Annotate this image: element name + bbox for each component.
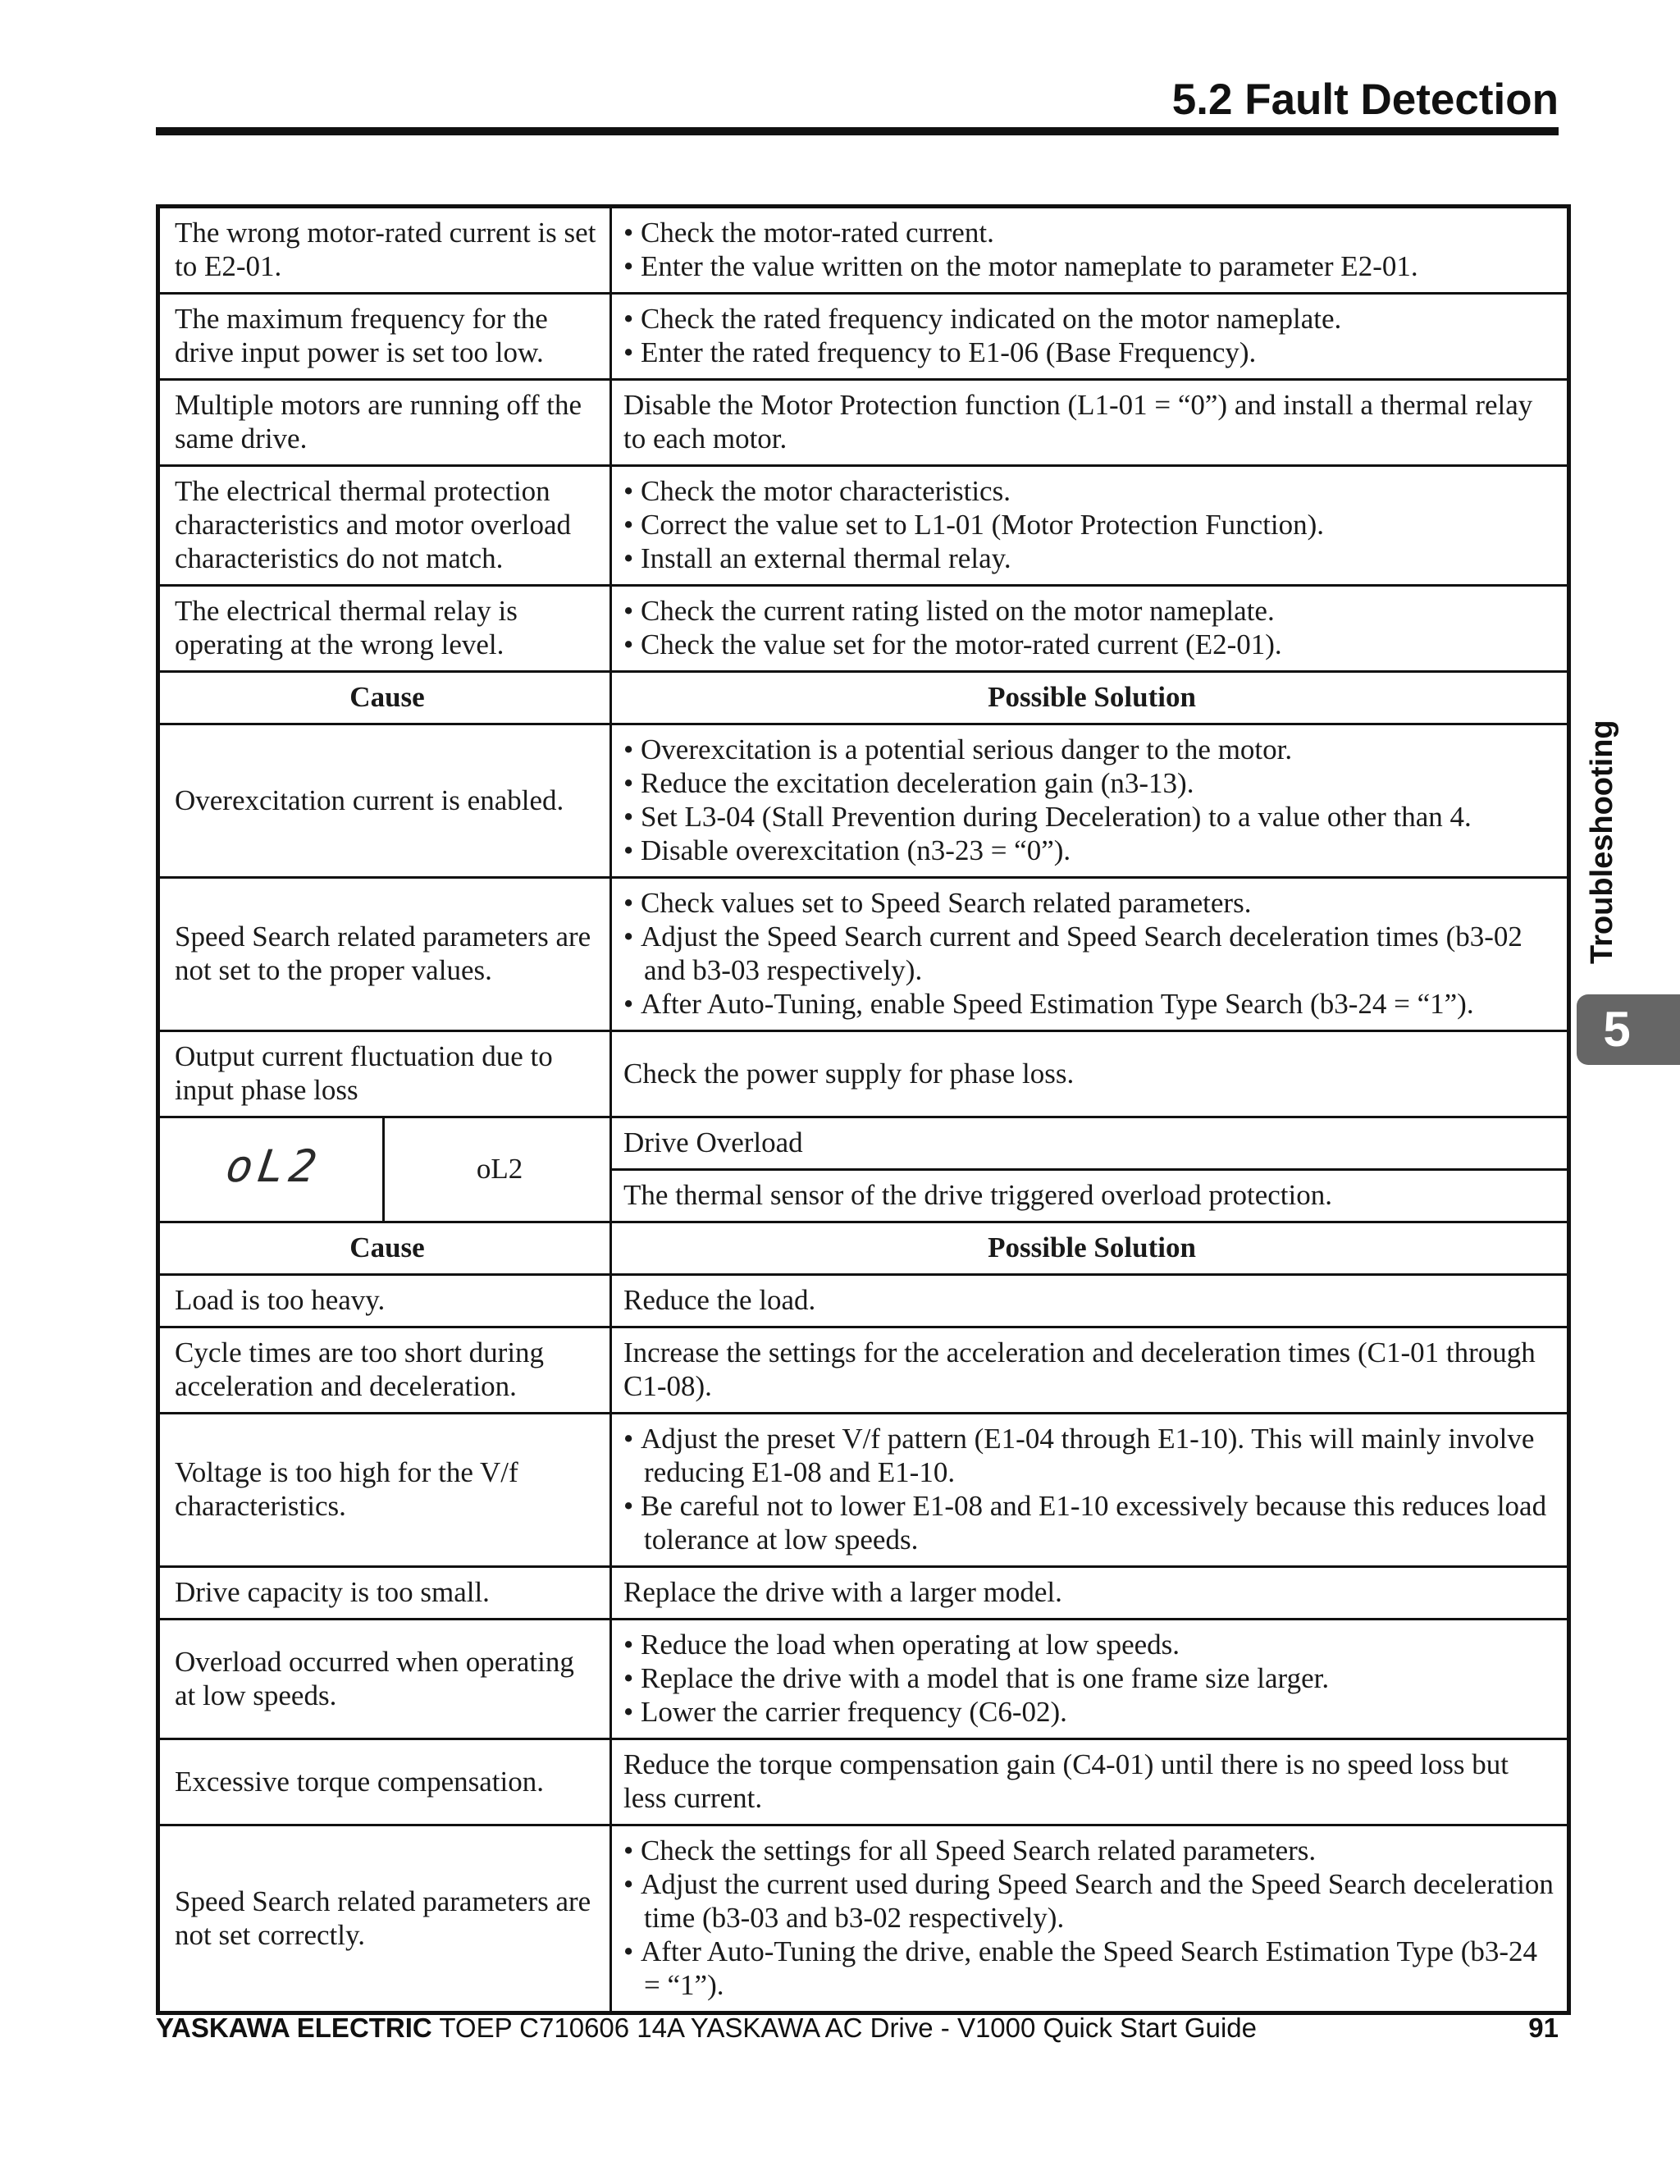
solution-item: • Overexcitation is a potential serious danger to the motor. — [623, 733, 1557, 766]
solution-list — [623, 886, 1557, 1021]
cause-cell: Overexcitation current is enabled. — [158, 724, 611, 878]
solution-cell: Reduce the torque compensation gain (C4-01) until there is no speed loss but less current. — [611, 1739, 1569, 1825]
solution-item: • Install an external thermal relay. — [623, 541, 1557, 575]
table-row — [158, 294, 1569, 380]
solution-item: • Check the value set for the motor-rated current (E2-01). — [623, 628, 1557, 661]
footer — [156, 2012, 1257, 2045]
solution-item: • Adjust the preset V/f pattern (E1-04 through E1-10). This will mainly involve reducing E1-08 and E1-10. — [623, 1422, 1557, 1489]
table-row — [158, 1739, 1569, 1825]
solution-cell — [611, 1825, 1569, 2013]
cause-cell: Multiple motors are running off the same drive. — [158, 380, 611, 466]
solution-cell — [611, 1620, 1569, 1739]
cause-cell: Speed Search related parameters are not set correctly. — [158, 1825, 611, 2013]
solution-item: • Enter the rated frequency to E1-06 (Base Frequency). — [623, 336, 1557, 369]
table-section-mid — [158, 724, 1569, 1117]
page-number: 91 — [1528, 2013, 1559, 2043]
solution-cell — [611, 294, 1569, 380]
fault-code: oL2 — [384, 1117, 611, 1222]
table-header-1 — [158, 672, 1569, 724]
cause-cell: Cycle times are too short during acceleration and deceleration. — [158, 1327, 611, 1414]
solution-list — [623, 302, 1557, 369]
table-header-2 — [158, 1222, 1569, 1275]
solution-item: • Check the settings for all Speed Search related parameters. — [623, 1834, 1557, 1867]
cause-cell: The electrical thermal relay is operating at the wrong level. — [158, 586, 611, 672]
seven-segment-display: oL2 — [222, 1140, 325, 1192]
solution-cell: Disable the Motor Protection function (L1-01 = “0”) and install a thermal relay to each motor. — [611, 380, 1569, 466]
section-title: 5.2 Fault Detection — [1171, 75, 1559, 124]
solution-item: • Check the rated frequency indicated on the motor nameplate. — [623, 302, 1557, 336]
fault-description: The thermal sensor of the drive triggered overload protection. — [611, 1170, 1569, 1222]
solution-cell: Check the power supply for phase loss. — [611, 1031, 1569, 1117]
table-row — [158, 1327, 1569, 1414]
table-row — [158, 466, 1569, 586]
solution-list — [623, 1628, 1557, 1729]
solution-item: • Adjust the Speed Search current and Speed Search deceleration times (b3-02 and b3-03 respectively). — [623, 920, 1557, 987]
table-row — [158, 1825, 1569, 2013]
solution-item: • Correct the value set to L1-01 (Motor Protection Function). — [623, 508, 1557, 541]
table-row — [158, 207, 1569, 294]
solution-cell: Increase the settings for the acceleration and deceleration times (C1-01 through C1-08). — [611, 1327, 1569, 1414]
solution-header: Possible Solution — [611, 672, 1569, 724]
cause-cell: Overload occurred when operating at low speeds. — [158, 1620, 611, 1739]
table-row — [158, 1567, 1569, 1620]
solution-item: • Enter the value written on the motor nameplate to parameter E2-01. — [623, 249, 1557, 283]
cause-cell: The maximum frequency for the drive input power is set too low. — [158, 294, 611, 380]
solution-list — [623, 1422, 1557, 1556]
cause-cell: The wrong motor-rated current is set to E2-01. — [158, 207, 611, 294]
header-rule — [156, 127, 1559, 135]
table-row — [158, 1414, 1569, 1567]
table-section-top — [158, 207, 1569, 672]
footer-doc: TOEP C710606 14A YASKAWA AC Drive - V1000 Quick Start Guide — [431, 2013, 1257, 2043]
cause-cell: Speed Search related parameters are not set to the proper values. — [158, 878, 611, 1031]
chapter-tab: 5 — [1577, 994, 1680, 1065]
solution-cell: Reduce the load. — [611, 1275, 1569, 1327]
solution-item: • After Auto-Tuning the drive, enable the Speed Search Estimation Type (b3-24 = “1”). — [623, 1935, 1557, 2002]
solution-item: • Replace the drive with a model that is one frame size larger. — [623, 1661, 1557, 1695]
solution-item: • Check values set to Speed Search related parameters. — [623, 886, 1557, 920]
cause-header: Cause — [158, 1222, 611, 1275]
solution-cell — [611, 466, 1569, 586]
cause-cell: Drive capacity is too small. — [158, 1567, 611, 1620]
cause-header: Cause — [158, 672, 611, 724]
table-row — [158, 586, 1569, 672]
solution-item: • Set L3-04 (Stall Prevention during Deceleration) to a value other than 4. — [623, 800, 1557, 834]
solution-item: • Lower the carrier frequency (C6-02). — [623, 1695, 1557, 1729]
solution-item: • Disable overexcitation (n3-23 = “0”). — [623, 834, 1557, 867]
fault-display-cell — [158, 1117, 384, 1222]
table-row — [158, 1620, 1569, 1739]
solution-header: Possible Solution — [611, 1222, 1569, 1275]
fault-row — [158, 1117, 1569, 1222]
table-row — [158, 1031, 1569, 1117]
solution-cell — [611, 878, 1569, 1031]
solution-item: • Adjust the current used during Speed Search and the Speed Search deceleration time (b3-03 and b3-02 respectively). — [623, 1867, 1557, 1935]
table-row — [158, 724, 1569, 878]
fault-name: Drive Overload — [611, 1117, 1569, 1170]
solution-cell — [611, 586, 1569, 672]
fault-table — [156, 204, 1571, 2015]
solution-cell — [611, 724, 1569, 878]
solution-cell — [611, 1414, 1569, 1567]
cause-cell: Output current fluctuation due to input phase loss — [158, 1031, 611, 1117]
solution-item: • After Auto-Tuning, enable Speed Estimation Type Search (b3-24 = “1”). — [623, 987, 1557, 1021]
table-row — [158, 380, 1569, 466]
table-row — [158, 878, 1569, 1031]
solution-item: • Check the motor-rated current. — [623, 216, 1557, 249]
cause-cell: Excessive torque compensation. — [158, 1739, 611, 1825]
side-tab-label: Troubleshooting — [1585, 720, 1619, 964]
cause-cell: The electrical thermal protection characteristics and motor overload characteristics do not match. — [158, 466, 611, 586]
footer-brand: YASKAWA ELECTRIC — [156, 2013, 432, 2043]
cause-cell: Voltage is too high for the V/f characteristics. — [158, 1414, 611, 1567]
cause-cell: Load is too heavy. — [158, 1275, 611, 1327]
solution-item: • Check the motor characteristics. — [623, 474, 1557, 508]
solution-list — [623, 474, 1557, 575]
solution-cell: Replace the drive with a larger model. — [611, 1567, 1569, 1620]
solution-list — [623, 594, 1557, 661]
solution-list — [623, 733, 1557, 867]
solution-list — [623, 1834, 1557, 2002]
table-row — [158, 1275, 1569, 1327]
solution-item: • Be careful not to lower E1-08 and E1-10 excessively because this reduces load tolerance at low speeds. — [623, 1489, 1557, 1556]
solution-list — [623, 216, 1557, 283]
solution-item: • Check the current rating listed on the motor nameplate. — [623, 594, 1557, 628]
table-section-bottom — [158, 1275, 1569, 2013]
solution-item: • Reduce the excitation deceleration gain (n3-13). — [623, 766, 1557, 800]
solution-item: • Reduce the load when operating at low speeds. — [623, 1628, 1557, 1661]
solution-cell — [611, 207, 1569, 294]
